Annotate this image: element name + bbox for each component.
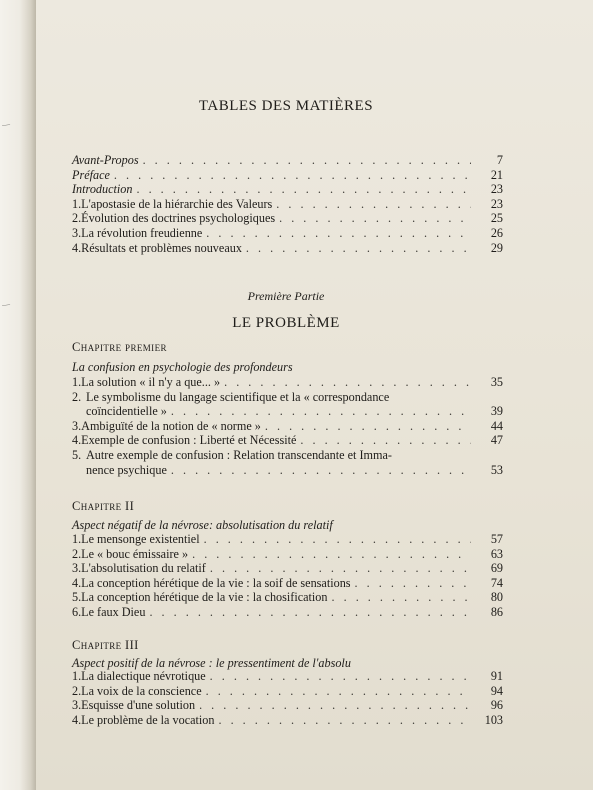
leader-dots bbox=[143, 153, 471, 168]
chapter-1-list bbox=[72, 375, 503, 477]
toc-entry bbox=[72, 182, 503, 197]
leader-dots bbox=[149, 605, 471, 620]
leader-dots bbox=[171, 463, 471, 478]
toc-entry bbox=[72, 211, 503, 226]
toc-entry bbox=[72, 226, 503, 241]
toc-label: La voix de la conscience bbox=[81, 683, 202, 698]
toc-entry bbox=[72, 404, 503, 419]
toc-number: 2. bbox=[72, 211, 82, 226]
toc-entry-first-line bbox=[72, 390, 503, 405]
toc-entry bbox=[72, 419, 503, 434]
toc-page: 103 bbox=[484, 712, 503, 727]
toc-number: 1. bbox=[72, 669, 82, 683]
toc-number: 4. bbox=[72, 240, 82, 255]
toc-page: 94 bbox=[490, 683, 503, 698]
toc-page: 26 bbox=[490, 225, 503, 240]
leader-dots bbox=[218, 713, 471, 728]
toc-page: 91 bbox=[490, 669, 503, 683]
toc-entry bbox=[72, 713, 503, 728]
toc-label: La révolution freudienne bbox=[81, 225, 203, 240]
chapter-heading: Chapitre premier bbox=[72, 340, 167, 354]
leader-dots bbox=[206, 226, 471, 241]
toc-page: 57 bbox=[490, 532, 503, 546]
toc-label: Le mensonge existentiel bbox=[81, 532, 200, 546]
toc-label: Le « bouc émissaire » bbox=[81, 546, 189, 561]
adjacent-page-edge: — — bbox=[0, 0, 36, 790]
leader-dots bbox=[210, 669, 471, 684]
toc-page: 44 bbox=[490, 418, 503, 433]
toc-number: 1. bbox=[72, 532, 82, 546]
toc-number: 5. bbox=[72, 447, 82, 462]
leader-dots bbox=[114, 168, 471, 183]
toc-entry bbox=[72, 669, 503, 684]
toc-number: 1. bbox=[72, 196, 82, 211]
toc-entry bbox=[72, 561, 503, 576]
chapter-3-list bbox=[72, 669, 503, 727]
toc-number: 4. bbox=[72, 575, 82, 590]
toc-number: 4. bbox=[72, 712, 82, 727]
toc-page: 86 bbox=[490, 604, 503, 619]
toc-page: 47 bbox=[490, 433, 503, 448]
toc-label: Esquisse d'une solution bbox=[81, 698, 196, 713]
toc-label: La conception hérétique de la vie : la chosification bbox=[81, 590, 328, 605]
toc-entry bbox=[72, 153, 503, 168]
toc-number: 2. bbox=[72, 389, 82, 404]
chapter-heading: Chapitre II bbox=[72, 499, 135, 513]
toc-label-continued: coïncidentielle » bbox=[86, 404, 167, 419]
toc-label: Le faux Dieu bbox=[81, 604, 146, 619]
chapter-2-list bbox=[72, 532, 503, 620]
toc-entry-first-line bbox=[72, 448, 503, 463]
toc-number: 5. bbox=[72, 590, 82, 605]
toc-entry bbox=[72, 241, 503, 256]
leader-dots bbox=[199, 698, 471, 713]
toc-number: 6. bbox=[72, 604, 82, 619]
toc-label: Introduction bbox=[72, 182, 133, 197]
toc-page: 96 bbox=[490, 698, 503, 713]
toc-entry bbox=[72, 375, 503, 390]
toc-label: Autre exemple de confusion : Relation transcendante et Imma- bbox=[86, 447, 392, 462]
leader-dots bbox=[192, 547, 471, 562]
toc-page: 25 bbox=[490, 211, 503, 226]
toc-number: 2. bbox=[72, 546, 82, 561]
toc-page: 21 bbox=[490, 167, 503, 182]
toc-label: La conception hérétique de la vie : la soif de sensations bbox=[81, 575, 351, 590]
toc-label: Évolution des doctrines psychologiques bbox=[81, 211, 276, 226]
toc-page: 7 bbox=[496, 153, 503, 167]
leader-dots bbox=[265, 419, 471, 434]
toc-number: 2. bbox=[72, 683, 82, 698]
toc-entry bbox=[72, 532, 503, 547]
toc-page: 23 bbox=[490, 182, 503, 197]
toc-page: 80 bbox=[490, 590, 503, 605]
leader-dots bbox=[171, 404, 471, 419]
toc-entry bbox=[72, 684, 503, 699]
toc-label: La solution « il n'y a que... » bbox=[81, 375, 221, 389]
toc-entry bbox=[72, 197, 503, 212]
toc-label: L'absolutisation du relatif bbox=[81, 561, 206, 576]
chapter-subtitle: Aspect négatif de la névrose: absolutisation du relatif bbox=[72, 518, 333, 532]
toc-entry bbox=[72, 547, 503, 562]
leader-dots bbox=[136, 182, 471, 197]
chapter-subtitle: Aspect positif de la névrose : le pressentiment de l'absolu bbox=[72, 656, 351, 670]
toc-page: 74 bbox=[490, 575, 503, 590]
leader-dots bbox=[355, 576, 471, 591]
leader-dots bbox=[224, 375, 471, 390]
toc-page: 53 bbox=[490, 462, 503, 477]
part-label: Première Partie bbox=[247, 289, 325, 303]
toc-label: Ambiguïté de la notion de « norme » bbox=[81, 418, 261, 433]
toc-label: Préface bbox=[72, 167, 110, 182]
leader-dots bbox=[332, 590, 472, 605]
toc-label: Exemple de confusion : Liberté et Nécessité bbox=[81, 433, 297, 448]
toc-entry bbox=[72, 698, 503, 713]
leader-dots bbox=[276, 197, 471, 212]
chapter-heading: Chapitre III bbox=[72, 638, 139, 652]
toc-entry bbox=[72, 576, 503, 591]
part-title: LE PROBLÈME bbox=[232, 315, 340, 331]
leader-dots bbox=[210, 561, 471, 576]
front-matter-list bbox=[72, 153, 503, 255]
chapter-subtitle: La confusion en psychologie des profondeurs bbox=[72, 360, 293, 374]
toc-number: 3. bbox=[72, 561, 82, 576]
toc-entry bbox=[72, 590, 503, 605]
toc-entry bbox=[72, 168, 503, 183]
toc-label: Résultats et problèmes nouveaux bbox=[81, 240, 242, 255]
toc-page: 29 bbox=[490, 240, 503, 255]
toc-label: Le problème de la vocation bbox=[81, 712, 215, 727]
toc-number: 1. bbox=[72, 375, 82, 389]
leader-dots bbox=[279, 211, 471, 226]
toc-number: 3. bbox=[72, 698, 82, 713]
toc-number: 3. bbox=[72, 418, 82, 433]
toc-label-continued: nence psychique bbox=[86, 462, 167, 477]
toc-entry bbox=[72, 463, 503, 478]
leader-dots bbox=[300, 433, 471, 448]
toc-page: 39 bbox=[490, 404, 503, 419]
leader-dots bbox=[204, 532, 471, 547]
leader-dots bbox=[246, 241, 471, 256]
toc-number: 3. bbox=[72, 225, 82, 240]
toc-label: Le symbolisme du langage scientifique et la « correspondance bbox=[86, 389, 390, 404]
toc-page: 69 bbox=[490, 561, 503, 576]
toc-label: L'apostasie de la hiérarchie des Valeurs bbox=[81, 196, 273, 211]
leader-dots bbox=[206, 684, 471, 699]
toc-page: 23 bbox=[490, 196, 503, 211]
toc-entry bbox=[72, 605, 503, 620]
toc-page: 35 bbox=[490, 375, 503, 389]
toc-number: 4. bbox=[72, 433, 82, 448]
toc-label: La dialectique névrotique bbox=[81, 669, 206, 683]
toc-entry bbox=[72, 433, 503, 448]
page-title: TABLES DES MATIÈRES bbox=[198, 98, 374, 114]
toc-label: Avant-Propos bbox=[72, 153, 139, 167]
toc-page: 63 bbox=[490, 546, 503, 561]
